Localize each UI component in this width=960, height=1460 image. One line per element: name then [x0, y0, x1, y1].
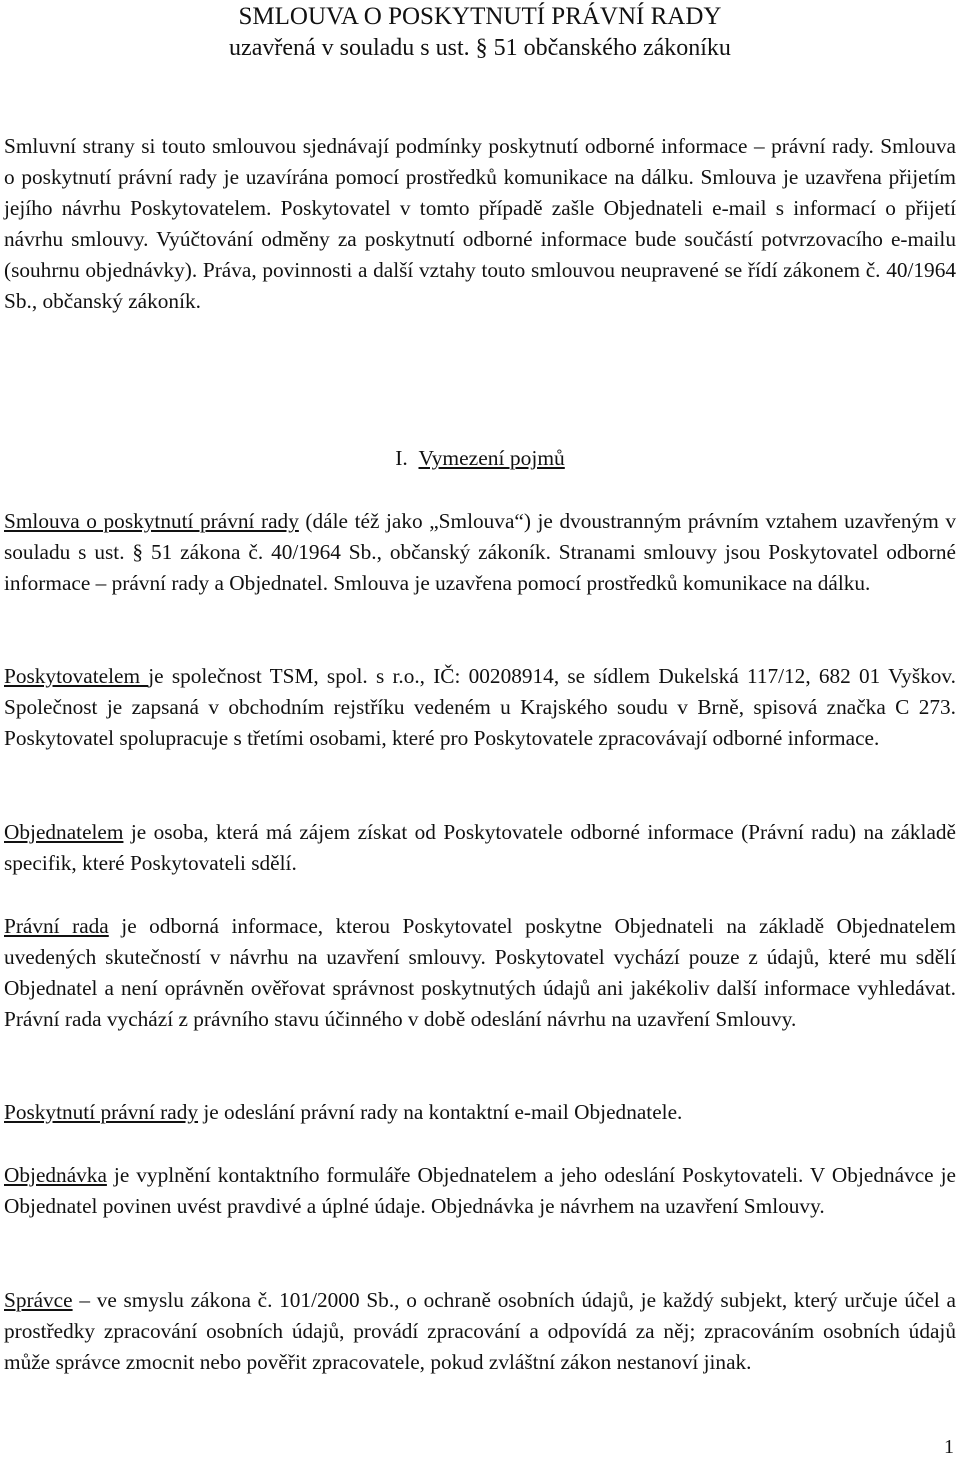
definition-term: Smlouva o poskytnutí právní rady [4, 509, 299, 533]
document-subtitle: uzavřená v souladu s ust. § 51 občanského zákoníku [229, 35, 731, 61]
definition-text: je společnost TSM, spol. s r.o., IČ: 00208914, se sídlem Dukelská 117/12, 682 01 Vyškov. Společnost je zapsaná v obchodním rejstříku vedeném u Krajského soudu v Brně, spisová značka C 273. Poskytovatel spolupracuje s třetími osobami, které pro Poskytovatele zpracovávají odborné informace. [4, 664, 956, 750]
definition-text: (dále též jako „Smlouva“) je dvoustranným právním vztahem uzavřeným v souladu s ust. § 51 zákona č. 40/1964 Sb., občanský zákoník. Stranami smlouvy jsou Poskytovatel odborné informace – právní rady a Objednatel. Smlouva je uzavřena pomocí prostředků komunikace na dálku. [4, 509, 956, 595]
definition-term: Poskytovatelem [4, 664, 149, 688]
definition-objednavka [4, 1160, 956, 1222]
definition-poskytovatel [4, 661, 956, 754]
definition-term: Právní rada [4, 914, 109, 938]
section-heading [0, 443, 960, 474]
definition-text: je odborná informace, kterou Poskytovatel poskytne Objednateli na základě Objednatelem uvedených skutečností v návrhu na uzavření smlouvy. Poskytovatel vychází pouze z údajů, které mu sdělí Objednatel a není oprávněn ověřovat správnost poskytnutých údajů ani jakékoliv další informace vyhledávat. Právní rada vychází z právního stavu účinného v době odeslání návrhu na uzavření Smlouvy. [4, 914, 956, 1031]
definition-spravce [4, 1285, 956, 1378]
definition-text: je odeslání právní rady na kontaktní e-mail Objednatele. [198, 1100, 683, 1124]
definition-term: Správce [4, 1288, 73, 1312]
definition-term: Objednávka [4, 1163, 107, 1187]
intro-paragraph: Smluvní strany si touto smlouvou sjednávají podmínky poskytnutí odborné informace – právní rady. Smlouva o poskytnutí právní rady je uzavírána pomocí prostředků komunikace na dálku. Smlouva je uzavřena přijetím jejího návrhu Poskytovatelem. Poskytovatel v tomto případě zašle Objednateli e-mail s informací o přijetí návrhu smlouvy. Vyúčtování odměny za poskytnutí odborné informace bude součástí potvrzovacího e-mailu (souhrnu objednávky). Práva, povinnosti a další vztahy touto smlouvou neupravené se řídí zákonem č. 40/1964 Sb., občanský zákoník. [4, 134, 956, 313]
document-title: SMLOUVA O POSKYTNUTÍ PRÁVNÍ RADY [238, 3, 722, 30]
definition-term: Poskytnutí právní rady [4, 1100, 199, 1124]
definition-term: Objednatelem [4, 820, 124, 844]
page-number: 1 [944, 1436, 954, 1458]
definition-pravni-rada [4, 911, 956, 1035]
definition-text: je osoba, která má zájem získat od Poskytovatele odborné informace (Právní radu) na základě specifik, které Poskytovateli sdělí. [4, 820, 956, 875]
section-title: Vymezení pojmů [418, 446, 565, 470]
definition-poskytnuti [4, 1097, 956, 1128]
definition-text: je vyplnění kontaktního formuláře Objednatelem a jeho odeslání Poskytovateli. V Objednávce je Objednatel povinen uvést pravdivé a úplné údaje. Objednávka je návrhem na uzavření Smlouvy. [4, 1163, 956, 1218]
definition-smlouva [4, 506, 956, 599]
definition-objednatel [4, 817, 956, 879]
section-number: I. [395, 446, 408, 470]
definition-text: – ve smyslu zákona č. 101/2000 Sb., o ochraně osobních údajů, je každý subjekt, který určuje účel a prostředky zpracování osobních údajů, provádí zpracování a odpovídá za něj; zpracováním osobních údajů může správce zmocnit nebo pověřit zpracovatele, pokud zvláštní zákon nestanoví jinak. [4, 1288, 956, 1374]
